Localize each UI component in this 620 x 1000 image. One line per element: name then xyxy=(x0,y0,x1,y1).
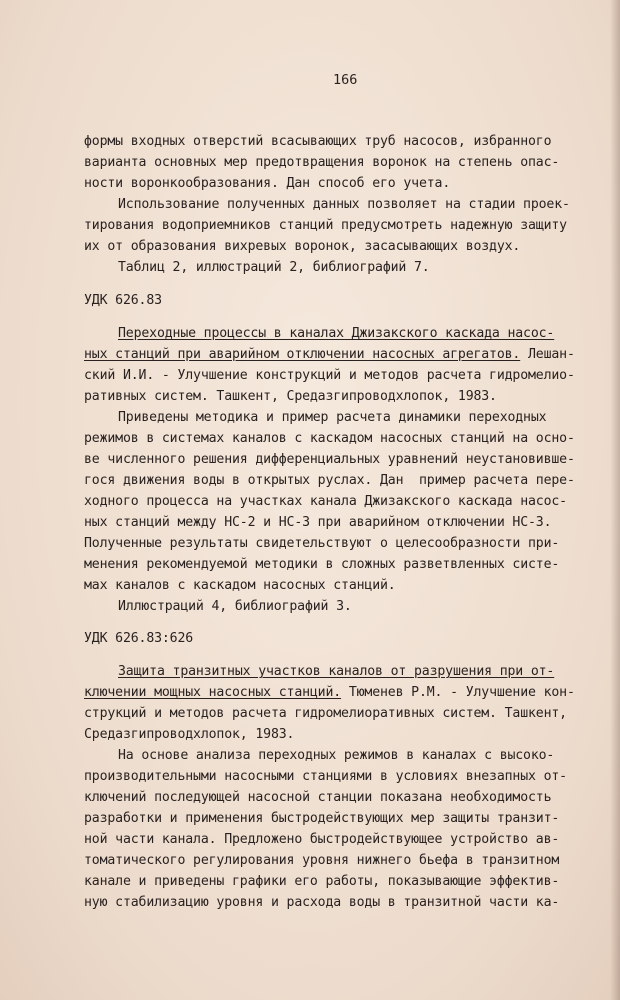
abstract-line: производительными насосными станциями в условиях внезапных от- xyxy=(84,769,567,784)
text-line: ности воронкообразования. Дан способ его учета. xyxy=(84,176,451,191)
udk-code: УДК 626.83:626 xyxy=(84,631,194,646)
text-line: формы входных отверстий всасывающих труб насосов, избранного xyxy=(84,134,552,149)
abstract-line: ной части канала. Предложено быстродействующее устройство ав- xyxy=(84,832,560,847)
abstract-line: ве численного решения дифференциальных уравнений неустановивше- xyxy=(84,452,575,467)
abstract-line: ходного процесса на участках канала Джизакского каскада насос- xyxy=(84,494,567,509)
text-line: тирования водоприемников станций предусмотреть надежную защиту xyxy=(84,218,567,233)
abstract-line: Приведены методика и пример расчета динамики переходных xyxy=(118,410,547,425)
bibliography-note: Иллюстраций 4, библиографий 3. xyxy=(118,599,352,614)
text-line: Использование полученных данных позволяет на стадии проек- xyxy=(118,197,570,212)
abstract-line: канале и приведены графики его работы, показывающие эффектив- xyxy=(84,874,560,889)
abstract-line: ных станций между НС-2 и НС-3 при аварийном отключении НС-3. xyxy=(84,515,552,530)
udk-code: УДК 626.83 xyxy=(84,293,162,308)
page-number: 166 xyxy=(333,72,358,88)
entry-author: Тюменев Р.М. - Улучшение кон- xyxy=(341,685,575,700)
text-line: их от образования вихревых воронок, засасывающих воздух. xyxy=(84,239,521,254)
abstract-line: На основе анализа переходных режимов в каналах с высоко- xyxy=(118,748,555,763)
abstract-line: ключений последующей насосной станции показана необходимость xyxy=(84,790,552,805)
entry-title-line xyxy=(84,684,575,701)
bibliography-note: Таблиц 2, иллюстраций 2, библиографий 7. xyxy=(118,260,430,275)
abstract-line: разработки и применения быстродействующих мер защиты транзит- xyxy=(84,811,560,826)
abstract-line: мах каналов с каскадом насосных станций. xyxy=(84,578,396,593)
entry-author: Лешан- xyxy=(520,347,575,362)
page-edge-shadow xyxy=(610,0,620,1000)
entry-title: Защита транзитных участков каналов от разрушения при от- xyxy=(118,664,555,679)
abstract-line: режимов в системах каналов с каскадом насосных станций на осно- xyxy=(84,431,575,446)
text-line: варианта основных мер предотвращения воронок на степень опас- xyxy=(84,155,560,170)
entry-title: Переходные процессы в каналах Джизакского каскада насос- xyxy=(118,326,555,341)
text-line: ский И.И. - Улучшение конструкций и методов расчета гидромелио- xyxy=(84,368,575,383)
text-line: струкций и методов расчета гидромелиоративных систем. Ташкент, xyxy=(84,706,567,721)
entry-title-line xyxy=(84,346,575,363)
abstract-line: Полученные результаты свидетельствуют о целесообразности при- xyxy=(84,536,560,551)
entry-title-continued: ключении мощных насосных станций. xyxy=(84,685,342,700)
entry-title-continued: ных станций при аварийном отключении насосных агрегатов. xyxy=(84,347,521,362)
abstract-line: ную стабилизацию уровня и расхода воды в транзитной части ка- xyxy=(84,895,560,910)
abstract-line: менения рекомендуемой методики в сложных разветвленных систе- xyxy=(84,557,560,572)
text-line: Средазгипроводхлопок, 1983. xyxy=(84,727,295,742)
abstract-line: гося движения воды в открытых руслах. Дан пример расчета пере- xyxy=(84,473,575,488)
text-line: ративных систем. Ташкент, Средазгипроводхлопок, 1983. xyxy=(84,389,497,404)
abstract-line: томатического регулирования уровня нижнего бьефа в транзитном xyxy=(84,853,560,868)
